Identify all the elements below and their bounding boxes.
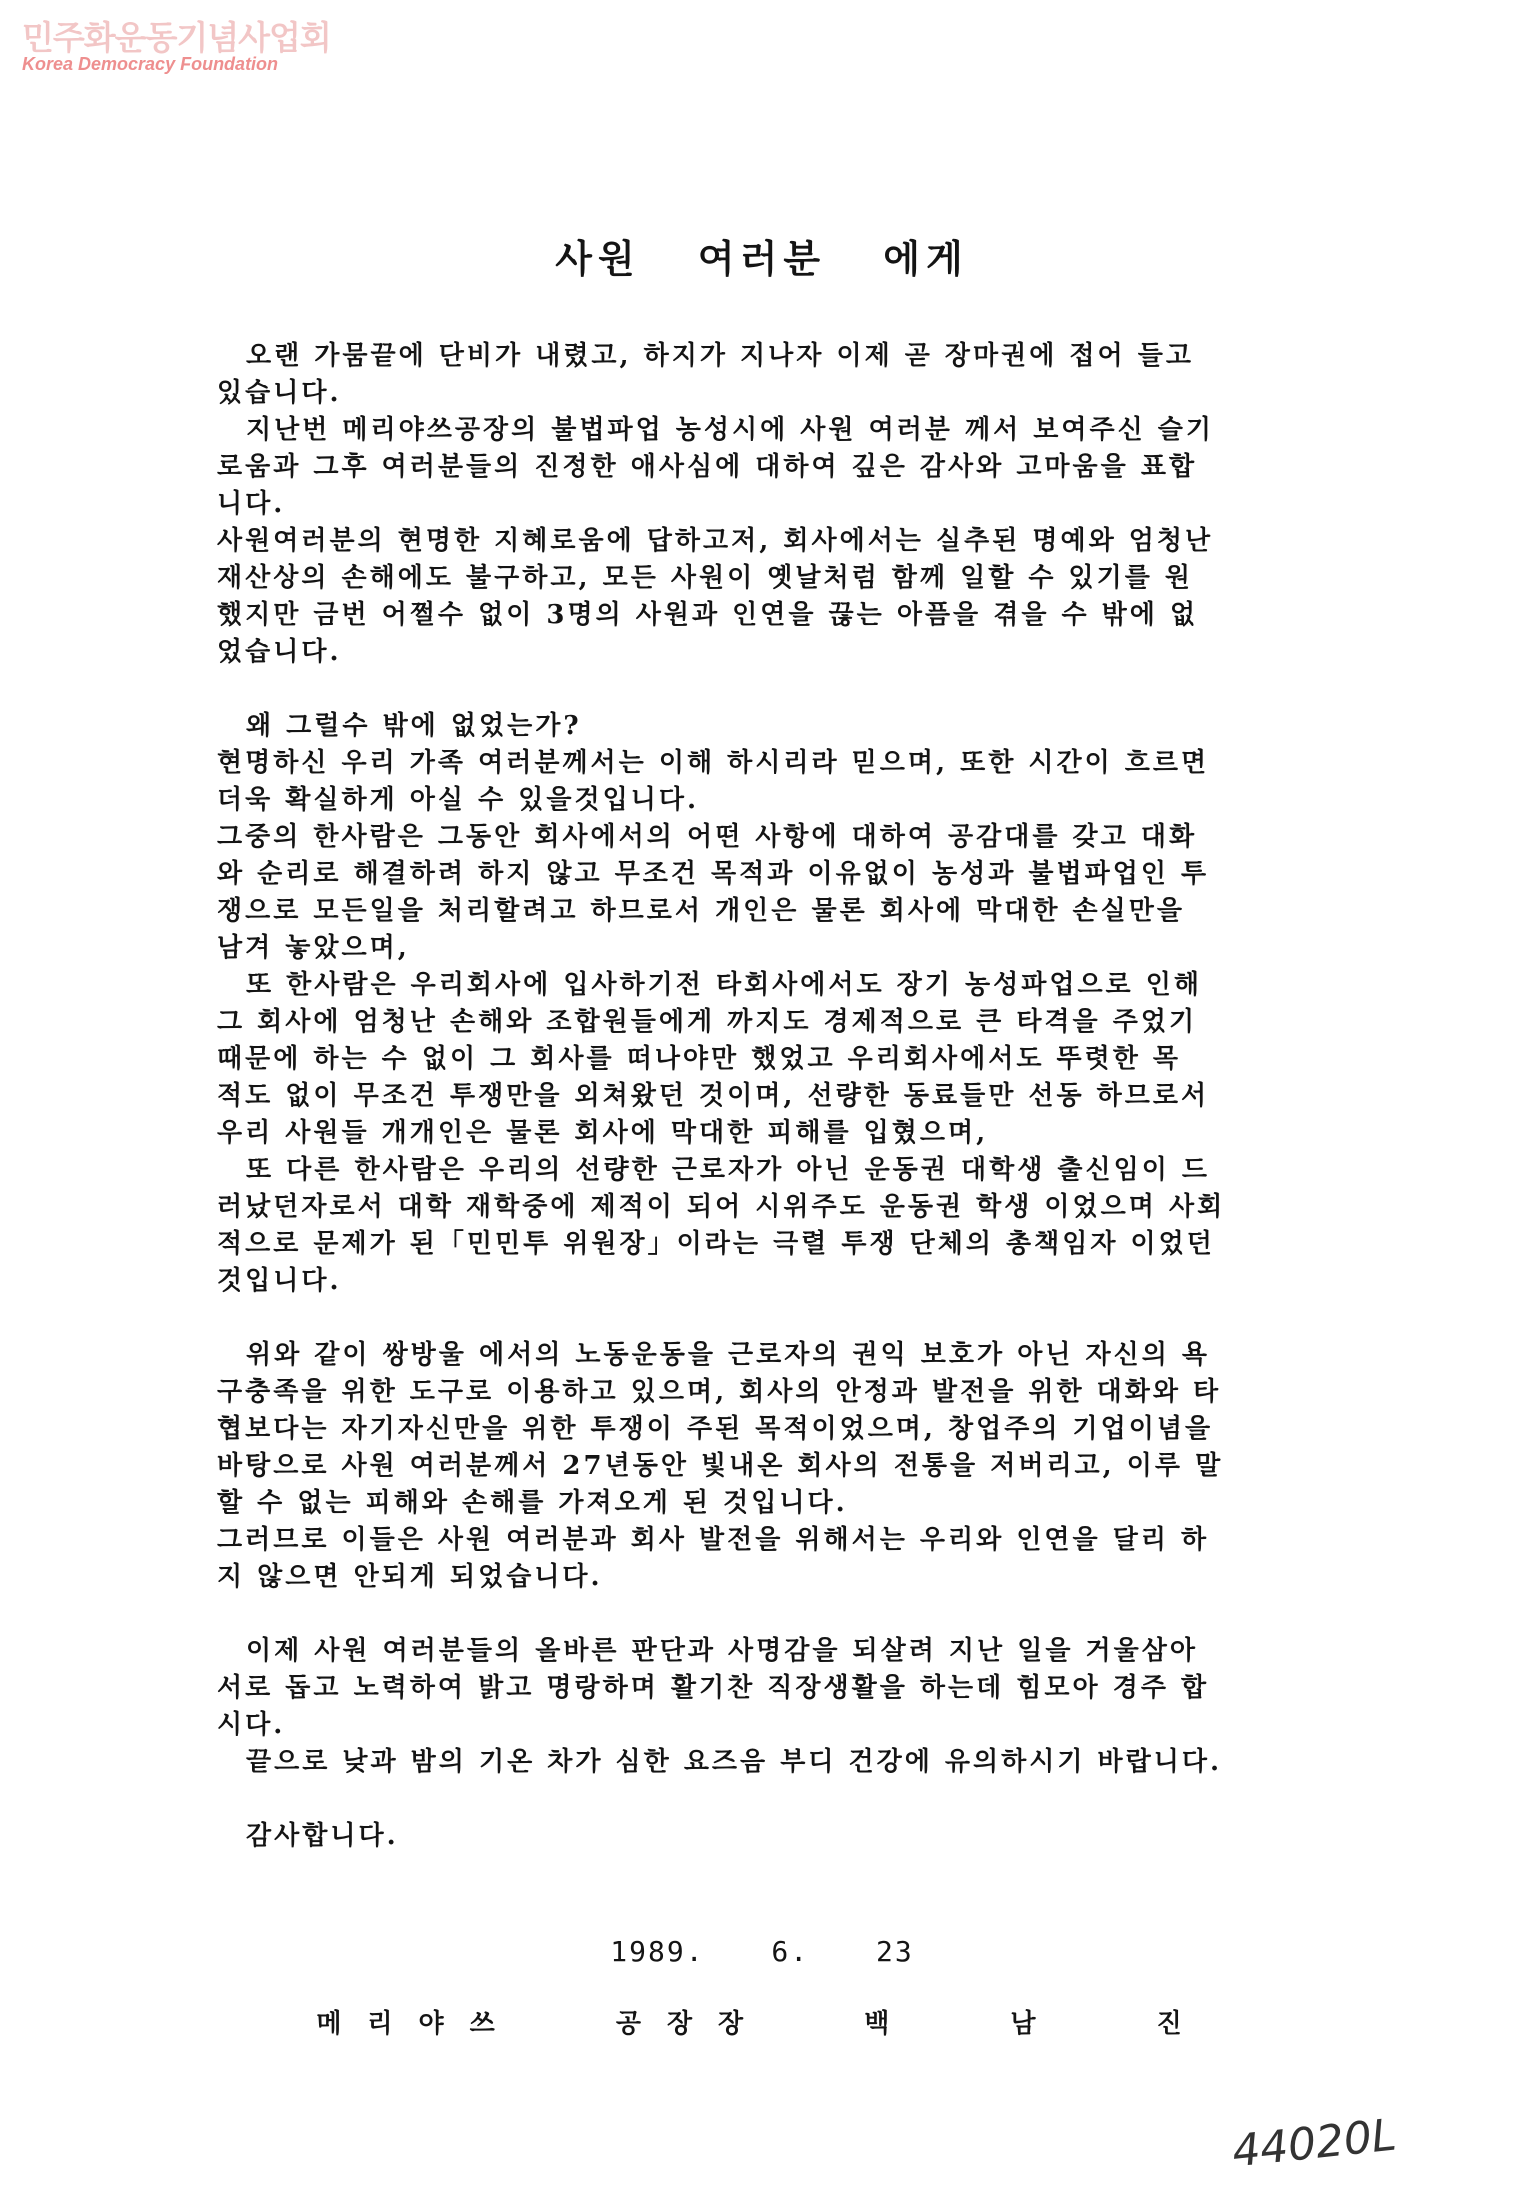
handwritten-number: 44020L (1229, 2109, 1399, 2178)
body-line: 현명하신 우리 가족 여러분께서는 이해 하시리라 믿으며, 또한 시간이 흐르면 (217, 748, 1210, 778)
body-line: 그러므로 이들은 사원 여러분과 회사 발전을 위해서는 우리와 인연을 달리 하 (217, 1525, 1210, 1555)
body-line: 오랜 가뭄끝에 단비가 내렸고, 하지가 지나자 이제 곧 장마권에 접어 들고 (217, 341, 1194, 371)
body-line: 또 다른 한사람은 우리의 선량한 근로자가 아닌 운동권 대학생 출신임이 드 (217, 1155, 1210, 1185)
body-line: 그 회사에 엄청난 손해와 조합원들에게 까지도 경제적으로 큰 타격을 주었기 (217, 1007, 1198, 1037)
body-line: 이제 사원 여러분들의 올바른 판단과 사명감을 되살려 지난 일을 거울삼아 (217, 1636, 1198, 1666)
body-line: 재산상의 손해에도 불구하고, 모든 사원이 옛날처럼 함께 일할 수 있기를 원 (217, 563, 1194, 593)
body-line: 왜 그럴수 밖에 없었는가? (217, 711, 582, 741)
watermark-logo (22, 18, 331, 74)
signature-line: 메리야쓰 공장장 백 남 진 (316, 2009, 1208, 2039)
body-line: 니다. (217, 489, 286, 519)
body-line: 시다. (217, 1710, 286, 1740)
body-line: 구충족을 위한 도구로 이용하고 있으며, 회사의 안정과 발전을 위한 대화와 타 (217, 1377, 1222, 1407)
body-line (217, 1300, 1322, 1337)
letter-body (217, 338, 1322, 1855)
body-line: 그중의 한사람은 그동안 회사에서의 어떤 사항에 대하여 공감대를 갖고 대화 (217, 822, 1198, 852)
letter-date: 1989. 6. 23 (610, 1935, 914, 1968)
body-line: 사원여러분의 현명한 지혜로움에 답하고저, 회사에서는 실추된 명예와 엄청난 (217, 526, 1214, 556)
body-line: 서로 돕고 노력하여 밝고 명랑하며 활기찬 직장생활을 하는데 힘모아 경주 합 (217, 1673, 1210, 1703)
body-line: 때문에 하는 수 없이 그 회사를 떠나야만 했었고 우리회사에서도 뚜렷한 목 (217, 1044, 1181, 1074)
body-line: 우리 사원들 개개인은 물론 회사에 막대한 피해를 입혔으며, (217, 1118, 989, 1148)
body-line: 와 순리로 해결하려 하지 않고 무조건 목적과 이유없이 농성과 불법파업인 투 (217, 859, 1210, 889)
body-line: 있습니다. (217, 378, 342, 408)
body-line: 남겨 놓았으며, (217, 933, 410, 963)
body-line: 지난번 메리야쓰공장의 불법파업 농성시에 사원 여러분 께서 보여주신 슬기 (217, 415, 1215, 445)
body-line: 할 수 없는 피해와 손해를 가져오게 된 것입니다. (217, 1488, 848, 1518)
body-line (217, 1781, 1322, 1818)
body-line: 쟁으로 모든일을 처리할려고 하므로서 개인은 물론 회사에 막대한 손실만을 (217, 896, 1186, 926)
body-line: 로움과 그후 여러분들의 진정한 애사심에 대하여 깊은 감사와 고마움을 표합 (217, 452, 1198, 482)
body-line: 감사합니다. (217, 1821, 399, 1851)
watermark-english: Korea Democracy Foundation (22, 54, 279, 74)
body-line: 었습니다. (217, 637, 342, 667)
body-line: 바탕으로 사원 여러분께서 27년동안 빛내온 회사의 전통을 저버리고, 이루 말 (217, 1451, 1224, 1481)
body-line: 지 않으면 안되게 되었습니다. (217, 1562, 603, 1592)
body-line: 러났던자로서 대학 재학중에 제적이 되어 시위주도 운동권 학생 이었으며 사회 (217, 1192, 1226, 1222)
body-line: 했지만 금번 어쩔수 없이 3명의 사원과 인연을 끊는 아픔을 겪을 수 밖에 없 (217, 600, 1199, 630)
body-line: 위와 같이 쌍방울 에서의 노동운동을 근로자의 권익 보호가 아닌 자신의 욕 (217, 1340, 1210, 1370)
body-line: 것입니다. (217, 1266, 342, 1296)
body-line: 끝으로 낮과 밤의 기온 차가 심한 요즈음 부디 건강에 유의하시기 바랍니다. (217, 1747, 1223, 1777)
body-line: 적으로 문제가 된「민민투 위원장」이라는 극렬 투쟁 단체의 총책임자 이었던 (217, 1229, 1215, 1259)
body-line: 협보다는 자기자신만을 위한 투쟁이 주된 목적이었으며, 창업주의 기업이념을 (217, 1414, 1214, 1444)
body-line (217, 1596, 1322, 1633)
body-line: 또 한사람은 우리회사에 입사하기전 타회사에서도 장기 농성파업으로 인해 (217, 970, 1202, 1000)
document-title: 사원 여러분 에게 (555, 236, 969, 281)
body-line: 더욱 확실하게 아실 수 있을것입니다. (217, 785, 699, 815)
watermark-korean: 민주화운동기념사업회 (22, 18, 331, 57)
body-line (217, 671, 1322, 708)
body-line: 적도 없이 무조건 투쟁만을 외쳐왔던 것이며, 선량한 동료들만 선동 하므로서 (217, 1081, 1210, 1111)
